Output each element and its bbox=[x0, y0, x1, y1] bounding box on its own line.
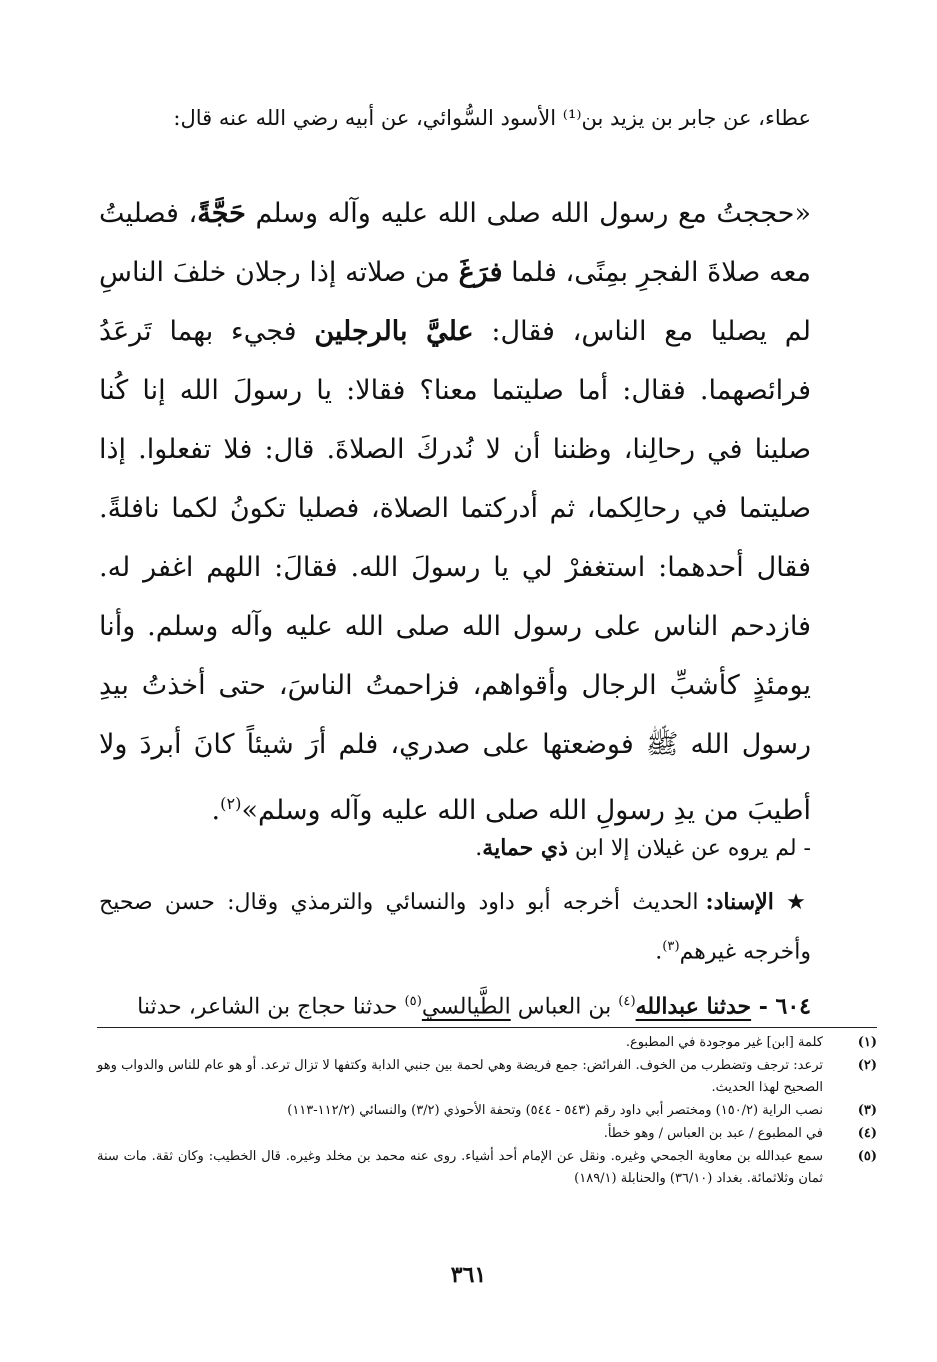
hadith-ali: عليَّ بالرجلين bbox=[314, 316, 474, 347]
footnote-3 bbox=[97, 1100, 877, 1122]
isnad-end: . bbox=[655, 939, 663, 965]
footnote-text: كلمة [ابن] غير موجودة في المطبوع. bbox=[625, 1035, 823, 1050]
next-lead: حدثنا عبدالله bbox=[635, 993, 752, 1020]
isnad-text: الحديث أخرجه أبو داود والنسائي والترمذي وقال: حسن صحيح وأخرجه غيرهم bbox=[99, 890, 811, 965]
hadith-part-3: من صلاته إذا رجلان خلفَ الناسِ لم يصليا مع الناس، فقال: bbox=[99, 257, 811, 347]
hadith-part-2: ، فصليتُ معه صلاةَ الفجرِ بمِنًى، فلما bbox=[99, 198, 811, 288]
isnad-paragraph bbox=[99, 880, 811, 974]
footnote-number: (٤) bbox=[857, 1126, 877, 1141]
page-number: ٣٦١ bbox=[450, 1262, 487, 1288]
footnote-number: (١) bbox=[857, 1035, 877, 1050]
footnote-5 bbox=[97, 1146, 877, 1190]
footnote-ref-5: (٥) bbox=[404, 994, 422, 1009]
hadith-dash: - bbox=[751, 993, 776, 1020]
star-icon: ★ bbox=[786, 890, 811, 915]
hadith-faragha: فرَغَ bbox=[458, 257, 503, 288]
next-tayalisi: الطَّيالسي bbox=[421, 994, 511, 1020]
intro-text: عطاء، عن جابر بن يزيد بن⁽¹⁾ الأسود السُّوائي، عن أبيه رضي الله عنه قال: bbox=[173, 106, 811, 130]
narration-note bbox=[99, 826, 811, 871]
next-hadith-start bbox=[99, 980, 811, 1029]
footnote-ref-4: (٤) bbox=[618, 994, 636, 1009]
next-mid: بن العباس bbox=[510, 994, 619, 1020]
intro-paragraph bbox=[99, 96, 811, 140]
footnote-text: نصب الراية (١٥٠/٢) ومختصر أبي داود رقم (٥٤٣ - ٥٤٤) وتحفة الأحوذي (٣/٢) والنسائي (١١٢/٢-١١٣) bbox=[287, 1103, 823, 1118]
footnote-2 bbox=[97, 1055, 877, 1099]
note-text: - لم يروه عن غيلان إلا ابن bbox=[567, 836, 811, 861]
footnote-ref-3: (٣) bbox=[662, 939, 680, 954]
hadith-close-quote: » bbox=[241, 795, 259, 826]
note-name: ذي حماية bbox=[482, 835, 568, 861]
footnote-text: ترعد: ترجف وتضطرب من الخوف. الفرائض: جمع فريضة وهي لحمة بين جنبي الدابة وكتفها لا تزال ترعد. أو هو عام للناس والدواب وهو الصحيح لهذا الحديث. bbox=[97, 1058, 823, 1095]
note-end: . bbox=[475, 836, 483, 861]
footnote-number: (٥) bbox=[857, 1149, 877, 1164]
footnote-number: (٢) bbox=[857, 1058, 877, 1073]
footnote-number: (٣) bbox=[857, 1103, 877, 1118]
footnote-1 bbox=[97, 1032, 877, 1054]
next-rest: حدثنا حجاج بن الشاعر، حدثنا bbox=[137, 994, 405, 1020]
isnad-label: الإسناد: bbox=[705, 889, 774, 915]
hadith-number: ٦٠٤ bbox=[775, 993, 811, 1020]
hadith-end: . bbox=[211, 795, 221, 826]
hadith-text bbox=[99, 184, 811, 840]
footnote-text: سمع عبدالله بن معاوية الجمحي وغيره. ونقل عن الإمام أحد أشياء. روى عنه محمد بن مخلد وغيره. قال الخطيب: وكان ثقة. مات سنة ثمان وثلاثمائة. بغداد (٣٦/١٠) والحنابلة (١٨٩/١) bbox=[97, 1149, 823, 1186]
footnotes bbox=[97, 1027, 877, 1191]
hadith-part-1: حججتُ مع رسول الله صلى الله عليه وآله وسلم bbox=[245, 198, 795, 229]
hadith-open-quote: « bbox=[794, 198, 812, 229]
footnote-4 bbox=[97, 1123, 877, 1145]
hadith-part-4: فجيء بهما تَرعَدُ فرائصهما. فقال: أما صليتما معنا؟ فقالا: يا رسولَ الله إنا كُنا صلينا في رحالِنا، وظننا أن لا نُدركَ الصلاةَ. قال: فلا تفعلوا. إذا صليتما في رحالِكما، ثم أدركتما الصلاة، فصليا تكونُ لكما نافلةً. فقال أحدهما: استغفرْ لي يا رسولَ الله. فقالَ: اللهم اغفر له. فازدحم الناس على رسول الله صلى الله عليه وآله وسلم. وأنا يومئذٍ كأشبِّ الرجال وأقواهم، فزاحمتُ الناسَ، حتى أخذتُ بيدِ رسول الله ﷺ فوضعتها على صدري، فلم أرَ شيئاً كانَ أبردَ ولا أطيبَ من يدِ رسولِ الله صلى الله عليه وآله وسلم bbox=[99, 316, 811, 826]
footnote-ref-2: (٢) bbox=[220, 794, 242, 813]
footnote-text: في المطبوع / عبد بن العباس / وهو خطأ. bbox=[603, 1126, 823, 1141]
hadith-hajja: حَجَّةً bbox=[197, 198, 246, 229]
